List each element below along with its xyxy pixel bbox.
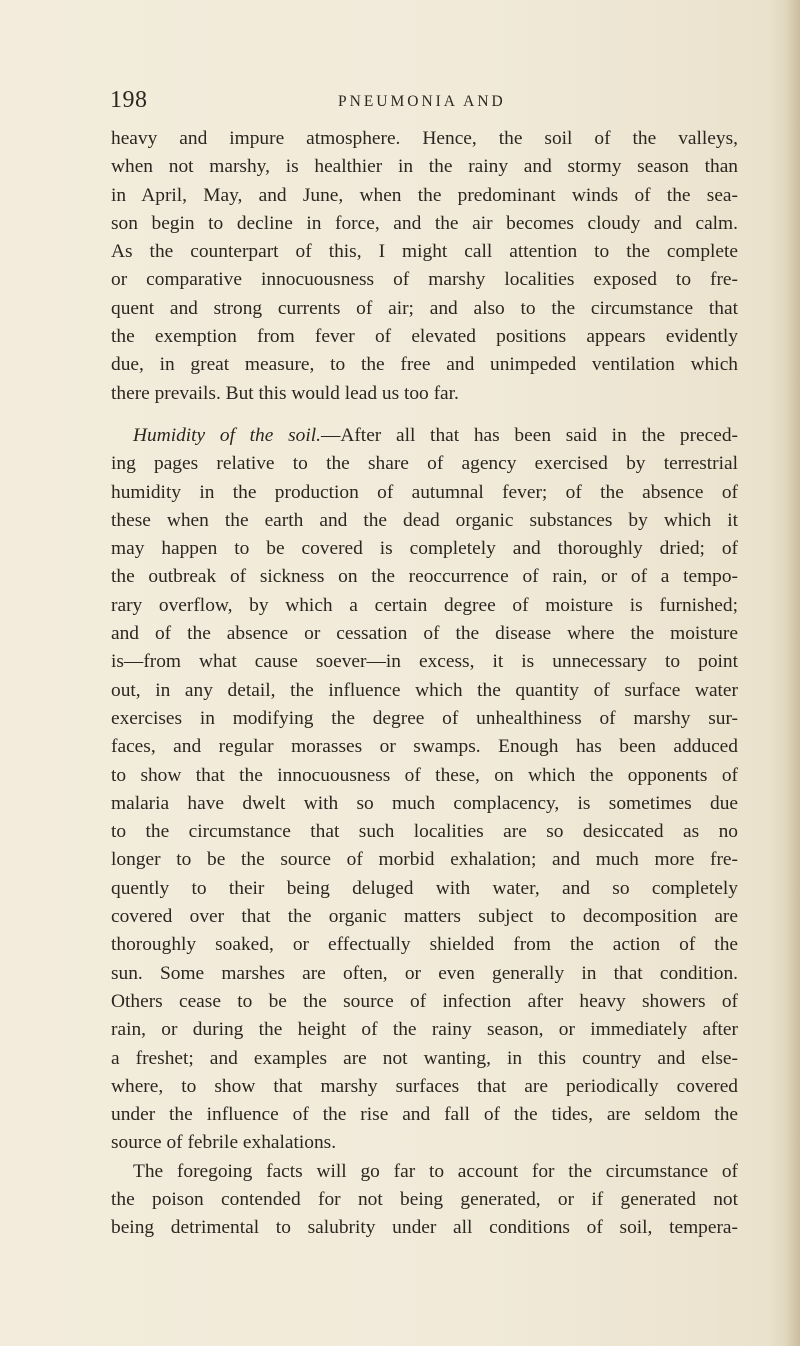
- text-line: Others cease to be the source of infection after heavy showers of: [111, 990, 738, 1012]
- text-line: [111, 422, 738, 450]
- page-number: 198: [110, 87, 148, 113]
- text-line: heavy and impure atmosphere. Hence, the soil of the valleys,: [111, 128, 738, 149]
- text-line: covered over that the organic matters subject to decomposition are: [111, 906, 738, 928]
- page-header: [110, 86, 750, 116]
- text-line: the outbreak of sickness on the reoccurrence of rain, or of a tempo-: [111, 566, 738, 588]
- paragraph-3: [111, 1158, 738, 1243]
- paragraph-2: [111, 422, 738, 1158]
- text-line: quent and strong currents of air; and also to the circumstance that: [111, 297, 738, 319]
- text-line: or comparative innocuousness of marshy localities exposed to fre-: [111, 269, 738, 291]
- text-line: longer to be the source of morbid exhalation; and much more fre-: [111, 849, 738, 871]
- text-line: source of febrile exhalations.: [111, 1132, 337, 1154]
- text-line: quently to their being deluged with water, and so completely: [111, 877, 738, 899]
- text-line: to the circumstance that such localities are so desiccated as no: [111, 821, 738, 843]
- text-line: where, to show that marshy surfaces that are periodically covered: [111, 1075, 738, 1097]
- text-line: out, in any detail, the influence which the quantity of surface water: [111, 679, 738, 701]
- section-heading: Humidity of the soil.: [133, 424, 321, 446]
- text-line: may happen to be covered is completely and thoroughly dried; of: [111, 538, 738, 560]
- text-line: the poison contended for not being generated, or if generated not: [111, 1188, 738, 1210]
- text-line: son begin to decline in force, and the air becomes cloudy and calm.: [111, 212, 738, 234]
- text-line: is—from what cause soever—in excess, it is unnecessary to point: [111, 651, 738, 673]
- text-line: being detrimental to salubrity under all conditions of soil, tempera-: [111, 1217, 738, 1239]
- text-line: these when the earth and the dead organic substances by which it: [111, 509, 738, 531]
- text-line: rain, or during the height of the rainy season, or immediately after: [111, 1019, 738, 1041]
- text-line: in April, May, and June, when the predominant winds of the sea-: [111, 184, 738, 206]
- text-line: there prevails. But this would lead us too far.: [111, 382, 459, 404]
- page-edge-shadow: [786, 0, 800, 1346]
- text-line: the exemption from fever of elevated positions appears evidently: [111, 326, 738, 348]
- text-line: ing pages relative to the share of agency exercised by terrestrial: [111, 453, 738, 475]
- text-line: thoroughly soaked, or effectually shielded from the action of the: [111, 934, 738, 956]
- text-line: rary overflow, by which a certain degree of moisture is furnished;: [111, 594, 738, 616]
- text-line: under the influence of the rise and fall of the tides, are seldom the: [111, 1104, 738, 1126]
- text-line-rest: —After all that has been said in the preced-: [320, 424, 738, 446]
- text-line: faces, and regular morasses or swamps. Enough has been adduced: [111, 736, 738, 758]
- text-line: when not marshy, is healthier in the rainy and stormy season than: [111, 156, 738, 178]
- text-line: to show that the innocuousness of these, on which the opponents of: [111, 764, 738, 786]
- text-line: The foregoing facts will go far to account for the circumstance of: [133, 1160, 738, 1182]
- body-text: [111, 125, 738, 1243]
- text-line: a freshet; and examples are not wanting, in this country and else-: [111, 1047, 738, 1069]
- text-line: due, in great measure, to the free and unimpeded ventilation which: [111, 354, 738, 376]
- text-line: humidity in the production of autumnal fever; of the absence of: [111, 481, 738, 503]
- text-line: and of the absence or cessation of the disease where the moisture: [111, 623, 738, 645]
- text-line: exercises in modifying the degree of unhealthiness of marshy sur-: [111, 707, 738, 729]
- text-line: sun. Some marshes are often, or even generally in that condition.: [111, 962, 738, 984]
- text-line: As the counterpart of this, I might call attention to the complete: [111, 241, 738, 263]
- text-line: malaria have dwelt with so much complacency, is sometimes due: [111, 792, 738, 814]
- running-head: PNEUMONIA AND: [338, 93, 506, 110]
- paragraph-1: [111, 125, 738, 408]
